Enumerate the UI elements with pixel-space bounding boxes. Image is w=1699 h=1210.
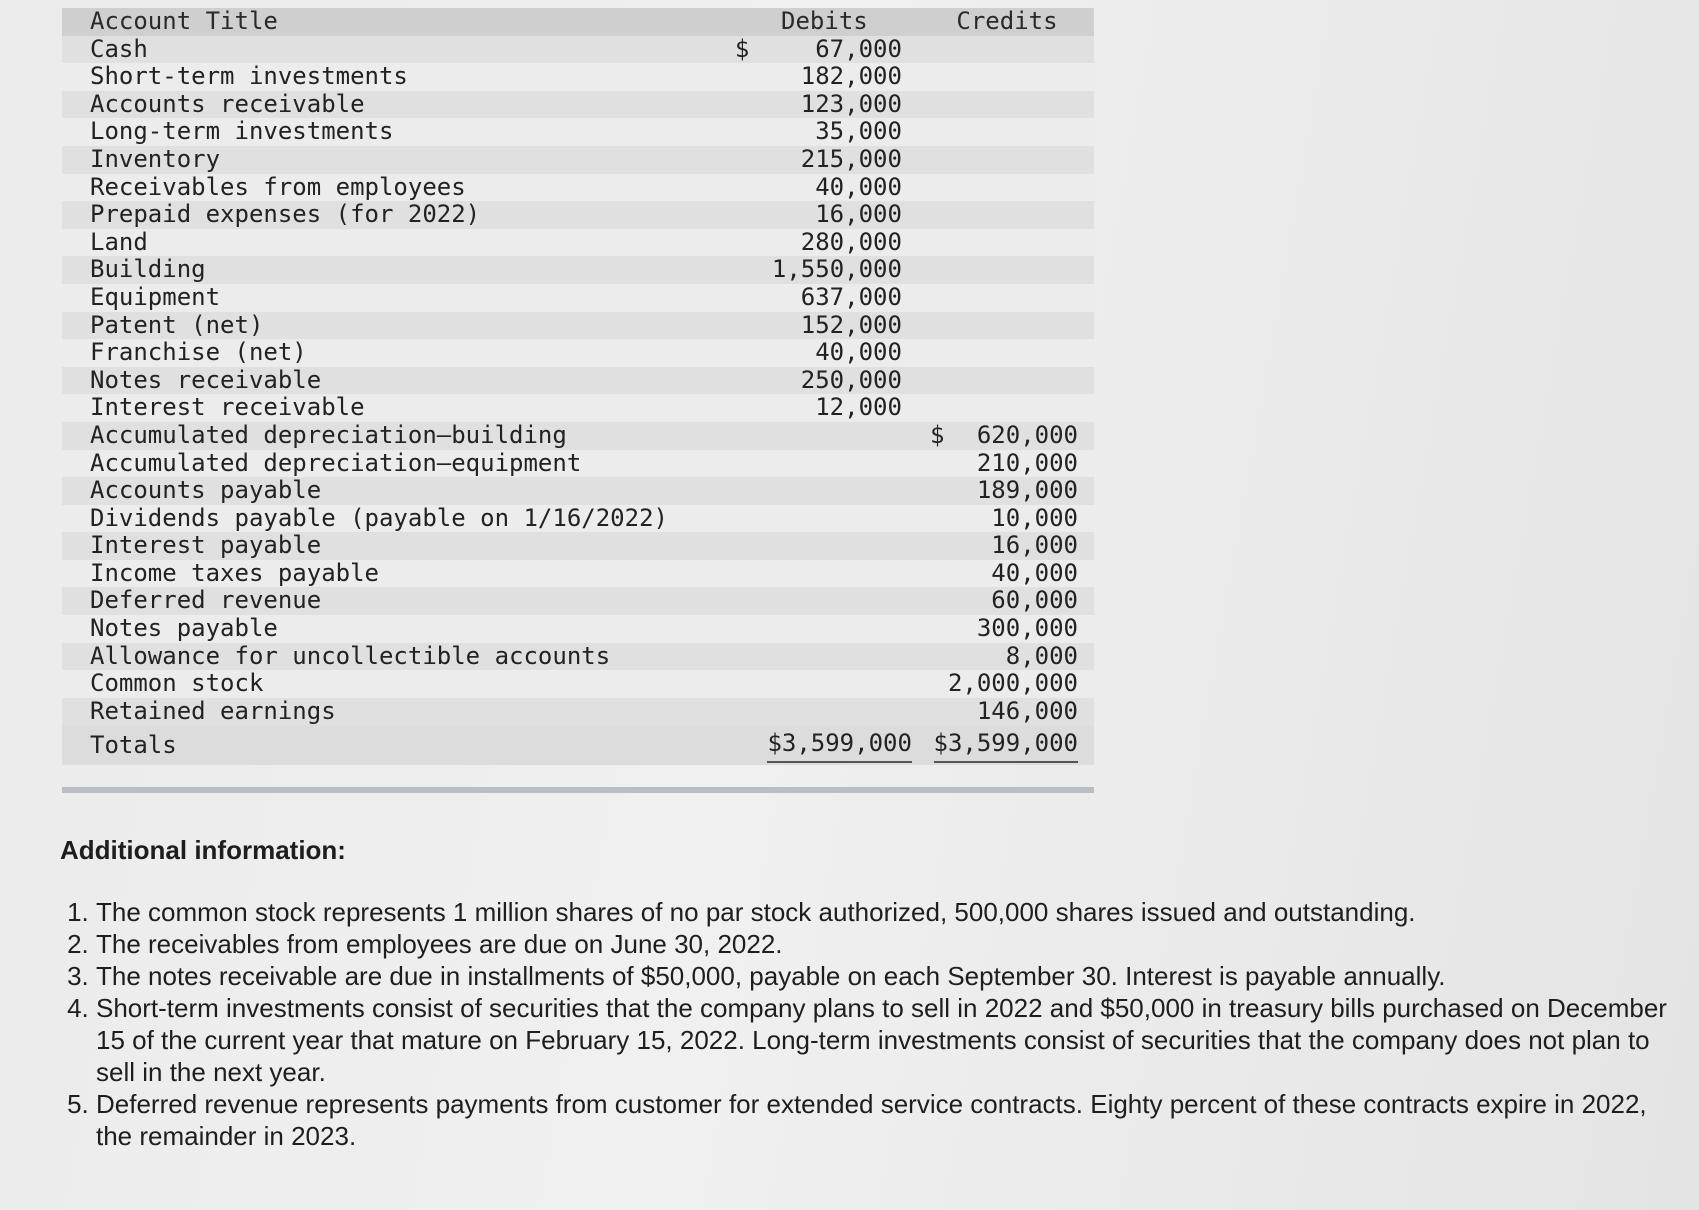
debit-amount: 123,000 bbox=[800, 89, 902, 118]
table-row bbox=[62, 450, 1094, 478]
credit-cell bbox=[920, 339, 1094, 367]
debit-currency-symbol bbox=[735, 256, 753, 284]
credit-currency-symbol bbox=[930, 560, 948, 588]
debit-amount: 40,000 bbox=[815, 172, 902, 201]
debit-cell bbox=[729, 422, 920, 450]
account-title-cell: Inventory bbox=[62, 146, 729, 174]
debit-cell bbox=[729, 560, 920, 588]
table-row bbox=[62, 532, 1094, 560]
totals-row bbox=[62, 725, 1094, 765]
account-title-cell: Interest payable bbox=[62, 532, 729, 560]
credit-cell bbox=[920, 118, 1094, 146]
credit-cell bbox=[920, 450, 1094, 478]
table-row bbox=[62, 422, 1094, 450]
credit-cell bbox=[920, 505, 1094, 533]
account-title-cell: Accounts receivable bbox=[62, 91, 729, 119]
totals-credit: $3,599,000 bbox=[934, 728, 1079, 764]
credit-amount: 60,000 bbox=[991, 586, 1078, 615]
credit-cell bbox=[920, 174, 1094, 202]
credit-cell bbox=[920, 615, 1094, 643]
debit-currency-symbol bbox=[735, 118, 753, 146]
debit-currency-symbol bbox=[735, 394, 753, 422]
debit-amount: 250,000 bbox=[800, 365, 902, 394]
table-row bbox=[62, 174, 1094, 202]
table-row bbox=[62, 367, 1094, 395]
account-title-cell: Receivables from employees bbox=[62, 174, 729, 202]
credit-amount: 210,000 bbox=[976, 448, 1078, 477]
totals-credit-cell bbox=[920, 725, 1094, 765]
debit-amount: 1,550,000 bbox=[771, 255, 902, 284]
credit-amount: 2,000,000 bbox=[947, 669, 1078, 698]
totals-label: Totals bbox=[62, 725, 729, 765]
table-row bbox=[62, 560, 1094, 588]
credit-currency-symbol bbox=[930, 505, 948, 533]
credit-currency-symbol bbox=[930, 587, 948, 615]
debit-cell bbox=[729, 698, 920, 726]
debit-amount: 16,000 bbox=[815, 200, 902, 229]
table-row bbox=[62, 201, 1094, 229]
header-account-title: Account Title bbox=[62, 8, 729, 36]
account-title-cell: Interest receivable bbox=[62, 394, 729, 422]
table-row bbox=[62, 36, 1094, 64]
debit-cell bbox=[729, 643, 920, 671]
table-row bbox=[62, 229, 1094, 257]
debit-cell bbox=[729, 174, 920, 202]
table-row bbox=[62, 91, 1094, 119]
account-title-cell: Cash bbox=[62, 36, 729, 64]
debit-cell bbox=[729, 201, 920, 229]
table-row bbox=[62, 312, 1094, 340]
additional-info-item: 2. The receivables from employees are due on June 30, 2022. bbox=[96, 928, 1690, 960]
additional-info-list bbox=[60, 896, 1690, 1152]
account-title-cell: Accounts payable bbox=[62, 477, 729, 505]
debit-currency-symbol bbox=[735, 63, 753, 91]
table-row bbox=[62, 394, 1094, 422]
account-title-cell: Patent (net) bbox=[62, 312, 729, 340]
debit-currency-symbol bbox=[735, 284, 753, 312]
account-title-cell: Allowance for uncollectible accounts bbox=[62, 643, 729, 671]
table-bottom-rule bbox=[62, 787, 1094, 793]
additional-information bbox=[60, 835, 1690, 1152]
credit-currency-symbol bbox=[930, 670, 948, 698]
credit-cell bbox=[920, 422, 1094, 450]
credit-cell bbox=[920, 367, 1094, 395]
credit-currency-symbol bbox=[930, 615, 948, 643]
debit-amount: 637,000 bbox=[800, 282, 902, 311]
debit-amount: 12,000 bbox=[815, 393, 902, 422]
account-title-cell: Deferred revenue bbox=[62, 587, 729, 615]
account-title-cell: Prepaid expenses (for 2022) bbox=[62, 201, 729, 229]
header-credits: Credits bbox=[920, 8, 1094, 36]
additional-info-item: 1. The common stock represents 1 million shares of no par stock authorized, 500,000 shares issued and outstanding. bbox=[96, 896, 1690, 928]
account-title-cell: Building bbox=[62, 256, 729, 284]
credit-currency-symbol bbox=[930, 477, 948, 505]
table-body bbox=[62, 36, 1094, 726]
account-title-cell: Accumulated depreciation—building bbox=[62, 422, 729, 450]
credit-cell bbox=[920, 560, 1094, 588]
credit-cell bbox=[920, 312, 1094, 340]
table-row bbox=[62, 670, 1094, 698]
table-row bbox=[62, 643, 1094, 671]
credit-currency-symbol: $ bbox=[929, 420, 945, 449]
credit-cell bbox=[920, 91, 1094, 119]
account-title-cell: Franchise (net) bbox=[62, 339, 729, 367]
debit-cell bbox=[729, 450, 920, 478]
credit-currency-symbol bbox=[930, 532, 948, 560]
credit-cell bbox=[920, 698, 1094, 726]
debit-amount: 152,000 bbox=[800, 310, 902, 339]
credit-amount: 16,000 bbox=[991, 531, 1078, 560]
credit-cell bbox=[920, 532, 1094, 560]
debit-cell bbox=[729, 505, 920, 533]
debit-cell bbox=[729, 670, 920, 698]
table-row bbox=[62, 146, 1094, 174]
totals-debit-cell bbox=[729, 725, 920, 765]
debit-currency-symbol bbox=[735, 229, 753, 257]
trial-balance-table bbox=[62, 8, 1094, 765]
debit-cell bbox=[729, 256, 920, 284]
credit-amount: 300,000 bbox=[976, 614, 1078, 643]
credit-currency-symbol bbox=[930, 643, 948, 671]
debit-cell bbox=[729, 477, 920, 505]
additional-info-item: 4. Short-term investments consist of securities that the company plans to sell in 2022 and $50,000 in treasury bills purchased on December 15 of the current year that mature on February 15, 2022. Long-term investments consist of securities that the company does not plan to sell in the next year. bbox=[96, 992, 1690, 1088]
debit-currency-symbol bbox=[735, 367, 753, 395]
account-title-cell: Retained earnings bbox=[62, 698, 729, 726]
debit-amount: 67,000 bbox=[815, 34, 902, 63]
table-row bbox=[62, 339, 1094, 367]
credit-cell bbox=[920, 229, 1094, 257]
debit-cell bbox=[729, 284, 920, 312]
credit-cell bbox=[920, 670, 1094, 698]
debit-currency-symbol bbox=[735, 312, 753, 340]
debit-cell bbox=[729, 367, 920, 395]
account-title-cell: Long-term investments bbox=[62, 118, 729, 146]
credit-cell bbox=[920, 643, 1094, 671]
debit-cell bbox=[729, 91, 920, 119]
credit-cell bbox=[920, 63, 1094, 91]
debit-cell bbox=[729, 615, 920, 643]
credit-amount: 189,000 bbox=[976, 476, 1078, 505]
table-row bbox=[62, 256, 1094, 284]
debit-cell bbox=[729, 394, 920, 422]
credit-cell bbox=[920, 587, 1094, 615]
credit-cell bbox=[920, 201, 1094, 229]
table-row bbox=[62, 587, 1094, 615]
account-title-cell: Accumulated depreciation—equipment bbox=[62, 450, 729, 478]
account-title-cell: Notes payable bbox=[62, 615, 729, 643]
additional-info-item: 3. The notes receivable are due in installments of $50,000, payable on each September 30. Interest is payable annually. bbox=[96, 960, 1690, 992]
credit-cell bbox=[920, 394, 1094, 422]
debit-currency-symbol bbox=[735, 174, 753, 202]
debit-cell bbox=[729, 312, 920, 340]
additional-info-heading: Additional information: bbox=[60, 835, 346, 865]
table-row bbox=[62, 698, 1094, 726]
debit-currency-symbol bbox=[735, 146, 753, 174]
credit-currency-symbol bbox=[930, 450, 948, 478]
credit-amount: 8,000 bbox=[1005, 641, 1078, 670]
credit-amount: 620,000 bbox=[976, 420, 1078, 449]
table-header-row bbox=[62, 8, 1094, 36]
header-debits: Debits bbox=[729, 8, 920, 36]
credit-amount: 10,000 bbox=[991, 503, 1078, 532]
account-title-cell: Short-term investments bbox=[62, 63, 729, 91]
account-title-cell: Common stock bbox=[62, 670, 729, 698]
account-title-cell: Land bbox=[62, 229, 729, 257]
credit-currency-symbol bbox=[930, 698, 948, 726]
table-row bbox=[62, 63, 1094, 91]
debit-cell bbox=[729, 587, 920, 615]
debit-currency-symbol bbox=[735, 91, 753, 119]
debit-amount: 40,000 bbox=[815, 338, 902, 367]
account-title-cell: Notes receivable bbox=[62, 367, 729, 395]
table-row bbox=[62, 118, 1094, 146]
totals-debit: $3,599,000 bbox=[767, 728, 912, 764]
account-title-cell: Income taxes payable bbox=[62, 560, 729, 588]
debit-amount: 280,000 bbox=[800, 227, 902, 256]
credit-cell bbox=[920, 284, 1094, 312]
account-title-cell: Dividends payable (payable on 1/16/2022) bbox=[62, 505, 729, 533]
debit-cell bbox=[729, 229, 920, 257]
table-row bbox=[62, 477, 1094, 505]
credit-cell bbox=[920, 146, 1094, 174]
table-row bbox=[62, 505, 1094, 533]
debit-cell bbox=[729, 146, 920, 174]
debit-cell bbox=[729, 532, 920, 560]
credit-amount: 40,000 bbox=[991, 558, 1078, 587]
table-row bbox=[62, 284, 1094, 312]
debit-cell bbox=[729, 118, 920, 146]
credit-cell bbox=[920, 36, 1094, 64]
additional-info-item: 5. Deferred revenue represents payments from customer for extended service contracts. Eighty percent of these contracts expire in 2022, the remainder in 2023. bbox=[96, 1088, 1690, 1152]
debit-currency-symbol bbox=[735, 201, 753, 229]
debit-currency-symbol bbox=[735, 339, 753, 367]
credit-cell bbox=[920, 256, 1094, 284]
credit-amount: 146,000 bbox=[976, 696, 1078, 725]
debit-cell bbox=[729, 36, 920, 64]
debit-cell bbox=[729, 339, 920, 367]
debit-cell bbox=[729, 63, 920, 91]
debit-amount: 215,000 bbox=[800, 144, 902, 173]
credit-cell bbox=[920, 477, 1094, 505]
debit-amount: 35,000 bbox=[815, 117, 902, 146]
table-row bbox=[62, 615, 1094, 643]
account-title-cell: Equipment bbox=[62, 284, 729, 312]
debit-amount: 182,000 bbox=[800, 62, 902, 91]
debit-currency-symbol: $ bbox=[734, 34, 750, 63]
